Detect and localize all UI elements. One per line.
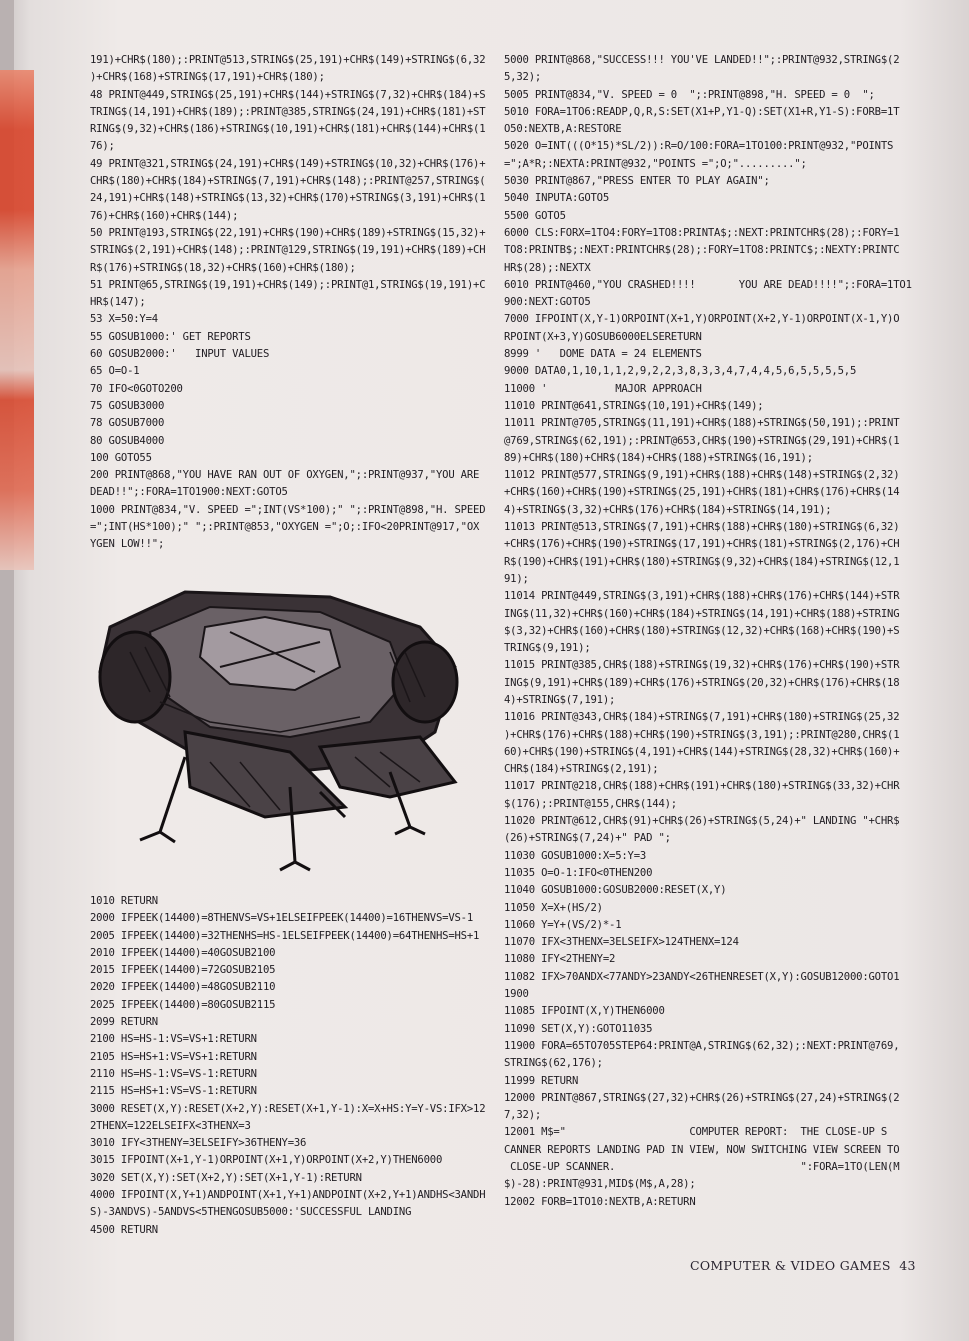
code-line: 24,191)+CHR$(148)+STRING$(13,32)+CHR$(170)+STRING$(3,191)+CHR$(1 [90,192,486,205]
code-line: 4)+STRING$(7,191); [504,693,616,706]
code-line: 11900 FORA=65TO705STEP64:PRINT@A,STRING$(62,32);:NEXT:PRINT@769, [504,1039,900,1052]
code-line: 60 GOSUB2000:' INPUT VALUES [90,348,270,361]
code-line: 2015 IFPEEK(14400)=72GOSUB2105 [90,964,276,977]
code-line: S)-3ANDVS)-5ANDVS<5THENGOSUB5000:'SUCCESSFUL LANDING [90,1206,412,1219]
code-line: 2100 HS=HS-1:VS=VS+1:RETURN [90,1033,257,1046]
code-line: HR$(28);:NEXTX [504,261,591,274]
code-line: 6000 CLS:FORX=1TO4:FORY=1TO8:PRINTA$;:NEXT:PRINTCHR$(28);:FORY=1 [504,226,900,239]
code-line: 70 IFO<0GOTO200 [90,382,183,395]
code-line: +CHR$(176)+CHR$(190)+STRING$(17,191)+CHR$(181)+STRING$(2,176)+CH [504,538,900,551]
code-line: (26)+STRING$(7,24)+" PAD "; [504,832,671,845]
code-line: 11085 IFPOINT(X,Y)THEN6000 [504,1005,665,1018]
magazine-title: COMPUTER & VIDEO GAMES [690,1258,891,1273]
code-line: 11999 RETURN [504,1074,579,1087]
code-line: RPOINT(X+3,Y)GOSUB6000ELSERETURN [504,330,702,343]
code-line: 91); [504,572,529,585]
code-line: 11090 SET(X,Y):GOTO11035 [504,1022,653,1035]
code-line: 9000 DATA0,1,10,1,1,2,9,2,2,3,8,3,3,4,7,4,4,5,6,5,5,5,5,5 [504,365,857,378]
code-line: 5000 PRINT@868,"SUCCESS!!! YOU'VE LANDED!!";:PRINT@932,STRING$(2 [504,54,900,66]
code-line: STRING$(62,176); [504,1057,603,1070]
code-line: 78 GOSUB7000 [90,417,165,430]
code-line: 12001 M$=" COMPUTER REPORT: THE CLOSE-UP S [504,1126,888,1139]
code-line: 11012 PRINT@577,STRING$(9,191)+CHR$(188)+CHR$(148)+STRING$(2,32) [504,469,900,482]
code-line: 2105 HS=HS+1:VS=VS+1:RETURN [90,1050,257,1063]
code-line: 48 PRINT@449,STRING$(25,191)+CHR$(144)+STRING$(7,32)+CHR$(184)+S [90,88,486,101]
code-line: 2099 RETURN [90,1016,158,1029]
code-line: HR$(147); [90,296,146,309]
code-line: STRING$(2,191)+CHR$(148);:PRINT@129,STRING$(19,191)+CHR$(189)+CH [90,244,486,257]
code-line: RING$(9,32)+CHR$(186)+STRING$(10,191)+CHR$(181)+CHR$(144)+CHR$(1 [90,123,486,136]
code-line: 11010 PRINT@641,STRING$(10,191)+CHR$(149); [504,399,764,412]
code-line: 11020 PRINT@612,CHR$(91)+CHR$(26)+STRING$(5,24)+" LANDING "+CHR$ [504,815,900,828]
code-line: 80 GOSUB4000 [90,434,165,447]
code-line: 2000 IFPEEK(14400)=8THENVS=VS+1ELSEIFPEEK(14400)=16THENVS=VS-1 [90,912,474,925]
code-line: $)-28):PRINT@931,MID$(M$,A,28); [504,1178,696,1191]
code-line: R$(190)+CHR$(191)+CHR$(180)+STRING$(9,32)+CHR$(184)+STRING$(12,1 [504,555,900,568]
code-line: CANNER REPORTS LANDING PAD IN VIEW, NOW SWITCHING VIEW SCREEN TO [504,1143,900,1156]
code-line: 51 PRINT@65,STRING$(19,191)+CHR$(149);:PRINT@1,STRING$(19,191)+C [90,278,486,291]
code-line: 11017 PRINT@218,CHR$(188)+CHR$(191)+CHR$(180)+STRING$(33,32)+CHR [504,780,900,793]
code-line: CLOSE-UP SCANNER. ":FORA=1TO(LEN(M [504,1161,900,1173]
code-line: 11000 ' MAJOR APPROACH [504,382,702,395]
code-line: 11080 IFY<2THENY=2 [504,953,616,966]
code-line: CHR$(184)+STRING$(2,191); [504,763,659,776]
code-line: 4)+STRING$(3,32)+CHR$(176)+CHR$(184)+STRING$(14,191); [504,503,832,516]
code-line: 11011 PRINT@705,STRING$(11,191)+CHR$(188)+STRING$(50,191);:PRINT [504,417,900,430]
code-line: 55 GOSUB1000:' GET REPORTS [90,330,251,343]
code-line: O50:NEXTB,A:RESTORE [504,123,622,136]
code-line: 3000 RESET(X,Y):RESET(X+2,Y):RESET(X+1,Y-1):X=X+HS:Y=Y-VS:IFX>12 [90,1102,486,1115]
listing-right [504,52,916,1211]
code-line: 11013 PRINT@513,STRING$(7,191)+CHR$(188)+CHR$(180)+STRING$(6,32) [504,521,900,534]
code-line: 8999 ' DOME DATA = 24 ELEMENTS [504,348,702,361]
spaceship-lander-drawing-icon [90,572,475,877]
code-line: =";INT(HS*100);" ";:PRINT@853,"OXYGEN =";O;:IFO<20PRINT@917,"OX [90,521,480,534]
code-line: 5040 INPUTA:GOTO5 [504,192,610,205]
code-line: 76); [90,140,115,153]
code-line: 11035 O=O-1:IFO<0THEN200 [504,866,653,879]
code-line: 5030 PRINT@867,"PRESS ENTER TO PLAY AGAIN"; [504,175,770,188]
code-line: 5,32); [504,71,542,84]
code-line: 2115 HS=HS+1:VS=VS-1:RETURN [90,1085,257,1098]
code-line: 2025 IFPEEK(14400)=80GOSUB2115 [90,998,276,1011]
code-line: 100 GOTO55 [90,451,152,464]
code-line: 49 PRINT@321,STRING$(24,191)+CHR$(149)+STRING$(10,32)+CHR$(176)+ [90,157,486,170]
code-line: 60)+CHR$(190)+STRING$(4,191)+CHR$(144)+STRING$(28,32)+CHR$(160)+ [504,745,900,758]
code-line: =";A*R;:NEXTA:PRINT@932,"POINTS =";O;"........."; [504,157,807,170]
code-line: 2010 IFPEEK(14400)=40GOSUB2100 [90,946,276,959]
code-line: 11016 PRINT@343,CHR$(184)+STRING$(7,191)+CHR$(180)+STRING$(25,32 [504,711,900,724]
code-line: TO8:PRINTB$;:NEXT:PRINTCHR$(28);:FORY=1TO8:PRINTC$;:NEXTY:PRINTC [504,244,900,257]
code-line: 11050 X=X+(HS/2) [504,901,603,914]
page-footer [690,1258,916,1273]
code-line: 12002 FORB=1TO10:NEXTB,A:RETURN [504,1195,696,1208]
code-line: TRING$(14,191)+CHR$(189);:PRINT@385,STRING$(24,191)+CHR$(181)+ST [90,105,486,118]
code-line: 5010 FORA=1TO6:READP,Q,R,S:SET(X1+P,Y1-Q):SET(X1+R,Y1-S):FORB=1T [504,105,900,118]
code-line: @769,STRING$(62,191);:PRINT@653,CHR$(190)+STRING$(29,191)+CHR$(1 [504,434,900,447]
code-line: ING$(11,32)+CHR$(160)+CHR$(184)+STRING$(14,191)+CHR$(188)+STRING [504,607,900,620]
code-line: 3015 IFPOINT(X+1,Y-1)ORPOINT(X+1,Y)ORPOINT(X+2,Y)THEN6000 [90,1154,443,1167]
adjacent-page-edge [0,70,34,570]
code-line: 65 O=O-1 [90,365,140,378]
code-line: ING$(9,191)+CHR$(189)+CHR$(176)+STRING$(20,32)+CHR$(176)+CHR$(18 [504,676,900,689]
code-line: 2005 IFPEEK(14400)=32THENHS=HS-1ELSEIFPEEK(14400)=64THENHS=HS+1 [90,929,480,942]
code-line: 12000 PRINT@867,STRING$(27,32)+CHR$(26)+STRING$(27,24)+STRING$(2 [504,1091,900,1104]
code-line: 7,32); [504,1109,542,1122]
code-line: 191)+CHR$(180);:PRINT@513,STRING$(25,191)+CHR$(149)+STRING$(6,32 [90,54,486,66]
code-line: )+CHR$(168)+STRING$(17,191)+CHR$(180); [90,71,325,84]
code-line: 7000 IFPOINT(X,Y-1)ORPOINT(X+1,Y)ORPOINT(X+2,Y-1)ORPOINT(X-1,Y)O [504,313,900,326]
code-line: 2THENX=122ELSEIFX<3THENX=3 [90,1119,251,1132]
listing-left-top [90,52,490,554]
code-line: 4500 RETURN [90,1223,158,1236]
code-line: $(3,32)+CHR$(160)+CHR$(180)+STRING$(12,32)+CHR$(168)+CHR$(190)+S [504,624,900,637]
code-line: 900:NEXT:GOTO5 [504,296,591,309]
code-line: 2020 IFPEEK(14400)=48GOSUB2110 [90,981,276,994]
code-line: 1000 PRINT@834,"V. SPEED =";INT(VS*100);" ";:PRINT@898,"H. SPEED [90,503,486,516]
code-line: 5020 O=INT(((O*15)*SL/2)):R=O/100:FORA=1TO100:PRINT@932,"POINTS [504,140,894,153]
listing-left-bottom [90,893,490,1239]
code-line: $(176);:PRINT@155,CHR$(144); [504,797,677,810]
code-line: 3010 IFY<3THENY=3ELSEIFY>36THENY=36 [90,1137,307,1150]
code-line: 11070 IFX<3THENX=3ELSEIFX>124THENX=124 [504,936,739,949]
code-line: 5005 PRINT@834,"V. SPEED = 0 ";:PRINT@898,"H. SPEED = 0 "; [504,88,875,101]
code-line: 11014 PRINT@449,STRING$(3,191)+CHR$(188)+CHR$(176)+CHR$(144)+STR [504,590,900,603]
code-line: )+CHR$(176)+CHR$(188)+CHR$(190)+STRING$(3,191);:PRINT@280,CHR$(1 [504,728,900,741]
code-line: CHR$(180)+CHR$(184)+STRING$(7,191)+CHR$(148);:PRINT@257,STRING$( [90,175,486,188]
code-line: 11030 GOSUB1000:X=5:Y=3 [504,849,647,862]
page-number: 43 [899,1258,916,1273]
code-line: YGEN LOW!!"; [90,538,165,551]
code-line: 89)+CHR$(180)+CHR$(184)+CHR$(188)+STRING$(16,191); [504,451,813,464]
code-line: 3020 SET(X,Y):SET(X+2,Y):SET(X+1,Y-1):RETURN [90,1171,362,1184]
code-line: 1010 RETURN [90,895,158,907]
code-line: 11060 Y=Y+(VS/2)*-1 [504,918,622,931]
code-line: 53 X=50:Y=4 [90,313,158,326]
code-line: 11082 IFX>70ANDX<77ANDY>23ANDY<26THENRESET(X,Y):GOSUB12000:GOTO1 [504,970,900,983]
code-line: DEAD!!";:FORA=1TO1900:NEXT:GOTO5 [90,486,288,499]
code-line: 1900 [504,988,529,1001]
code-line: TRING$(9,191); [504,642,591,655]
code-line: 2110 HS=HS-1:VS=VS-1:RETURN [90,1067,257,1080]
code-line: 4000 IFPOINT(X,Y+1)ANDPOINT(X+1,Y+1)ANDPOINT(X+2,Y+1)ANDHS<3ANDH [90,1189,486,1202]
code-line: 50 PRINT@193,STRING$(22,191)+CHR$(190)+CHR$(189)+STRING$(15,32)+ [90,226,486,239]
code-line: +CHR$(160)+CHR$(190)+STRING$(25,191)+CHR$(181)+CHR$(176)+CHR$(14 [504,486,900,499]
code-line: 200 PRINT@868,"YOU HAVE RAN OUT OF OXYGEN,";:PRINT@937,"YOU ARE [90,469,480,482]
code-line: 11015 PRINT@385,CHR$(188)+STRING$(19,32)+CHR$(176)+CHR$(190)+STR [504,659,900,672]
code-line: R$(176)+STRING$(18,32)+CHR$(160)+CHR$(180); [90,261,356,274]
code-line: 6010 PRINT@460,"YOU CRASHED!!!! YOU ARE DEAD!!!!";:FORA=1TO1 [504,278,912,291]
code-line: 76)+CHR$(160)+CHR$(144); [90,209,239,222]
code-line: 5500 GOTO5 [504,209,566,222]
code-line: 75 GOSUB3000 [90,399,165,412]
code-line: 11040 GOSUB1000:GOSUB2000:RESET(X,Y) [504,884,727,897]
